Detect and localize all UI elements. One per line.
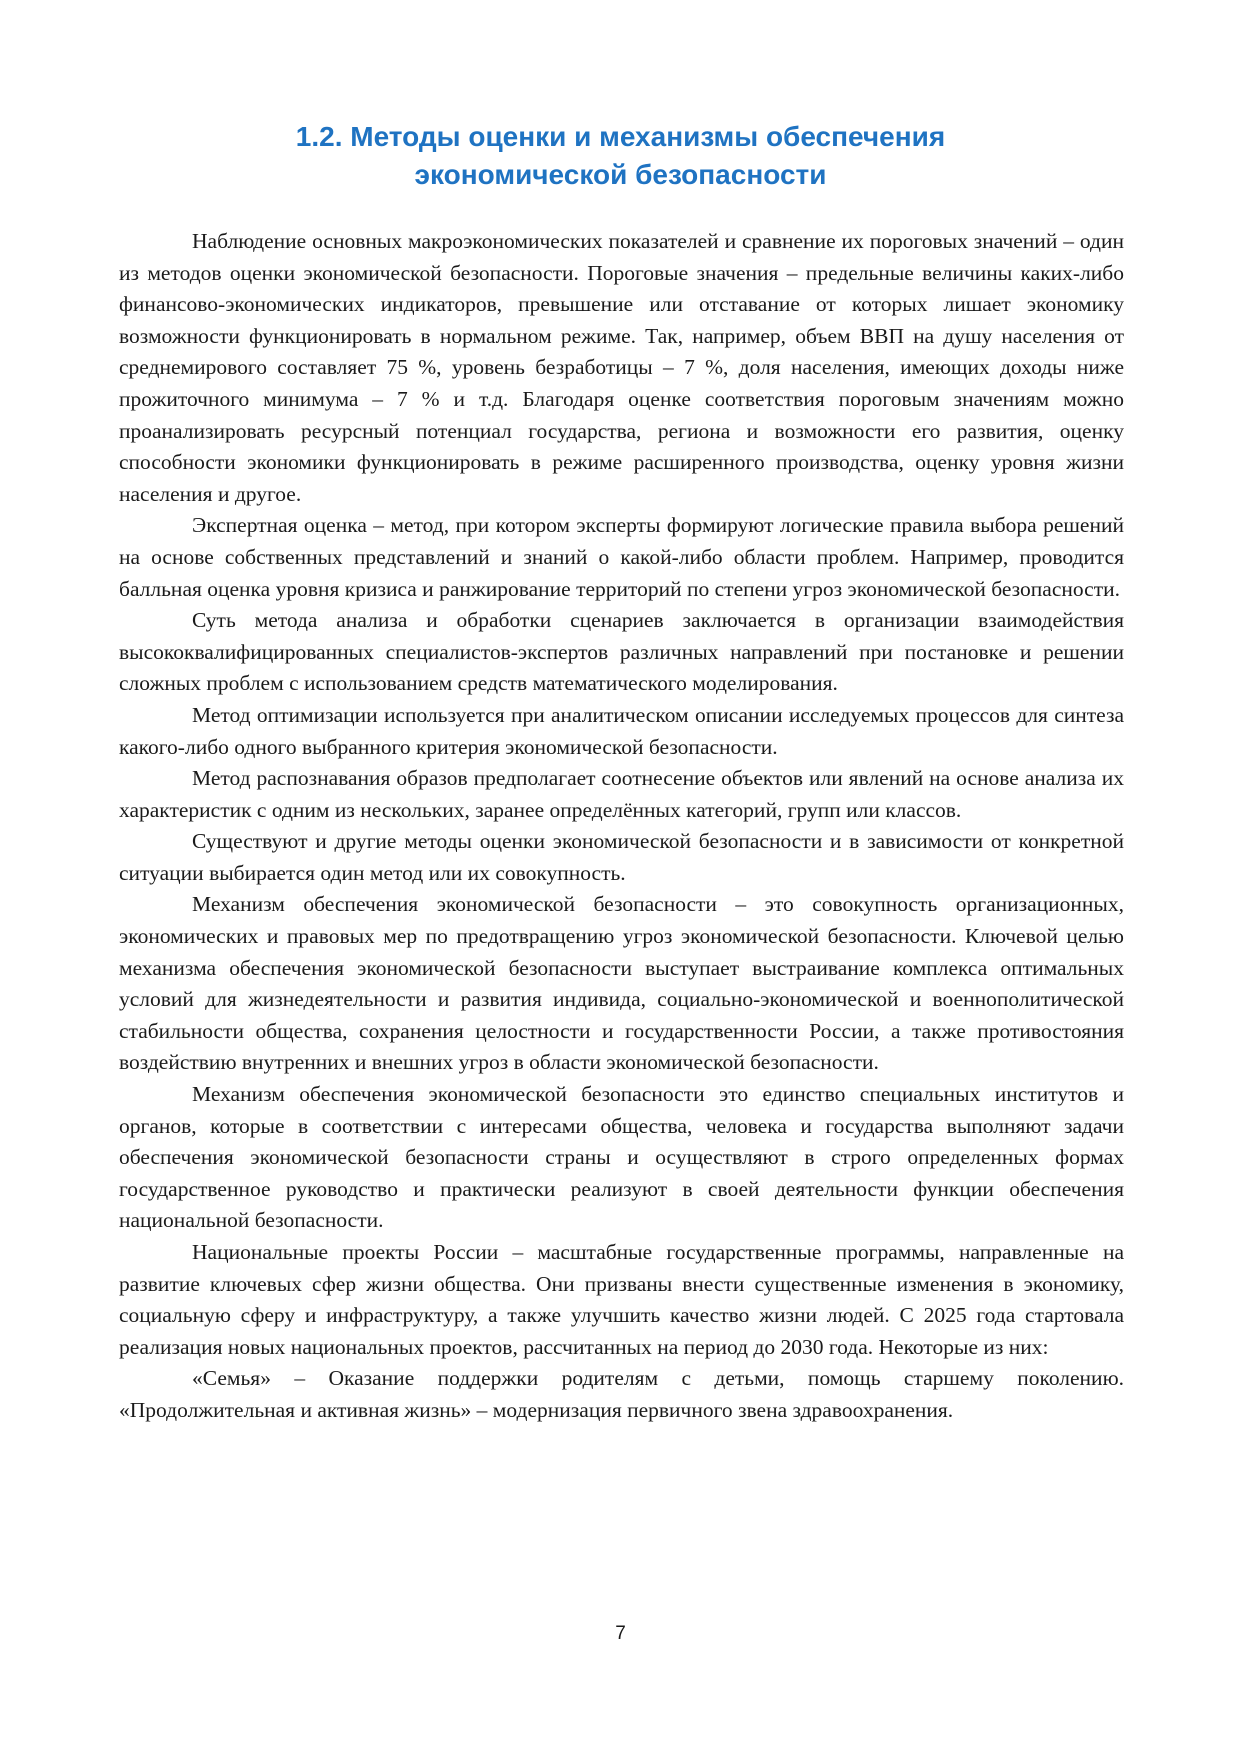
paragraph-scenario-analysis: Суть метода анализа и обработки сценариев заключается в организации взаимодействия высококвалифицированных специалистов-экспертов различных направлений при постановке и решении сложных проблем с использованием средств математического моделирования. xyxy=(119,608,1124,696)
paragraph-pattern-recognition: Метод распознавания образов предполагает соотнесение объектов или явлений на основе анализа их характеристик с одним из нескольких, заранее определённых категорий, групп или классов. xyxy=(119,766,1124,822)
paragraph-threshold-values: Наблюдение основных макроэкономических показателей и сравнение их пороговых значений – один из методов оценки экономической безопасности. Пороговые значения – предельные величины каких-либо финансово-экономических индикаторов, превышение или отставание от которых лишает экономику возможности функционировать в нормальном режиме. Так, например, объем ВВП на душу населения от среднемирового составляет 75 %, уровень безработицы – 7 %, доля населения, имеющих доходы ниже прожиточного минимума – 7 % и т.д. Благодаря оценке соответствия пороговым значениям можно проанализировать ресурсный потенциал государства, региона и возможности его развития, оценку способности экономики функционировать в режиме расширенного производства, оценку уровня жизни населения и другое. xyxy=(119,229,1124,506)
body-text xyxy=(119,226,1124,1427)
section-heading-line-2: экономической безопасности xyxy=(414,159,827,190)
page-number: 7 xyxy=(615,1623,626,1644)
section-heading xyxy=(120,118,1121,194)
section-heading-line-1: 1.2. Методы оценки и механизмы обеспечения xyxy=(295,121,946,152)
paragraph-national-projects: Национальные проекты России – масштабные государственные программы, направленные на развитие ключевых сфер жизни общества. Они призваны внести существенные изменения в экономику, социальную сферу и инфраструктуру, а также улучшить качество жизни людей. С 2025 года стартовала реализация новых национальных проектов, рассчитанных на период до 2030 года. Некоторые из них: xyxy=(119,1240,1124,1359)
paragraph-security-mechanism: Механизм обеспечения экономической безопасности – это совокупность организационных, экономических и правовых мер по предотвращению угроз экономической безопасности. Ключевой целью механизма обеспечения экономической безопасности выступает выстраивание комплекса оптимальных условий для жизнедеятельности и развития индивида, социально-экономической и военнополитической стабильности общества, сохранения целостности и государственности России, а также противостояния воздействию внутренних и внешних угроз в области экономической безопасности. xyxy=(119,892,1124,1075)
paragraph-mechanism-institutions: Механизм обеспечения экономической безопасности это единство специальных институтов и органов, которые в соответствии с интересами общества, человека и государства выполняют задачи обеспечения экономической безопасности страны и осуществляют в строго определенных формах государственное руководство и практически реализуют в своей деятельности функции обеспечения национальной безопасности. xyxy=(119,1082,1124,1233)
paragraph-project-list: «Семья» – Оказание поддержки родителям с детьми, помощь старшему поколению. «Продолжительная и активная жизнь» – модернизация первичного звена здравоохранения. xyxy=(119,1366,1124,1422)
paragraph-optimization-method: Метод оптимизации используется при аналитическом описании исследуемых процессов для синтеза какого-либо одного выбранного критерия экономической безопасности. xyxy=(119,702,1124,759)
paragraph-expert-assessment: Экспертная оценка – метод, при котором эксперты формируют логические правила выбора решений на основе собственных представлений и знаний о какой-либо области проблем. Например, проводится балльная оценка уровня кризиса и ранжирование территорий по степени угроз экономической безопасности. xyxy=(119,513,1124,601)
paragraph-other-methods: Существуют и другие методы оценки экономической безопасности и в зависимости от конкретной ситуации выбирается один метод или их совокупность. xyxy=(119,829,1124,885)
